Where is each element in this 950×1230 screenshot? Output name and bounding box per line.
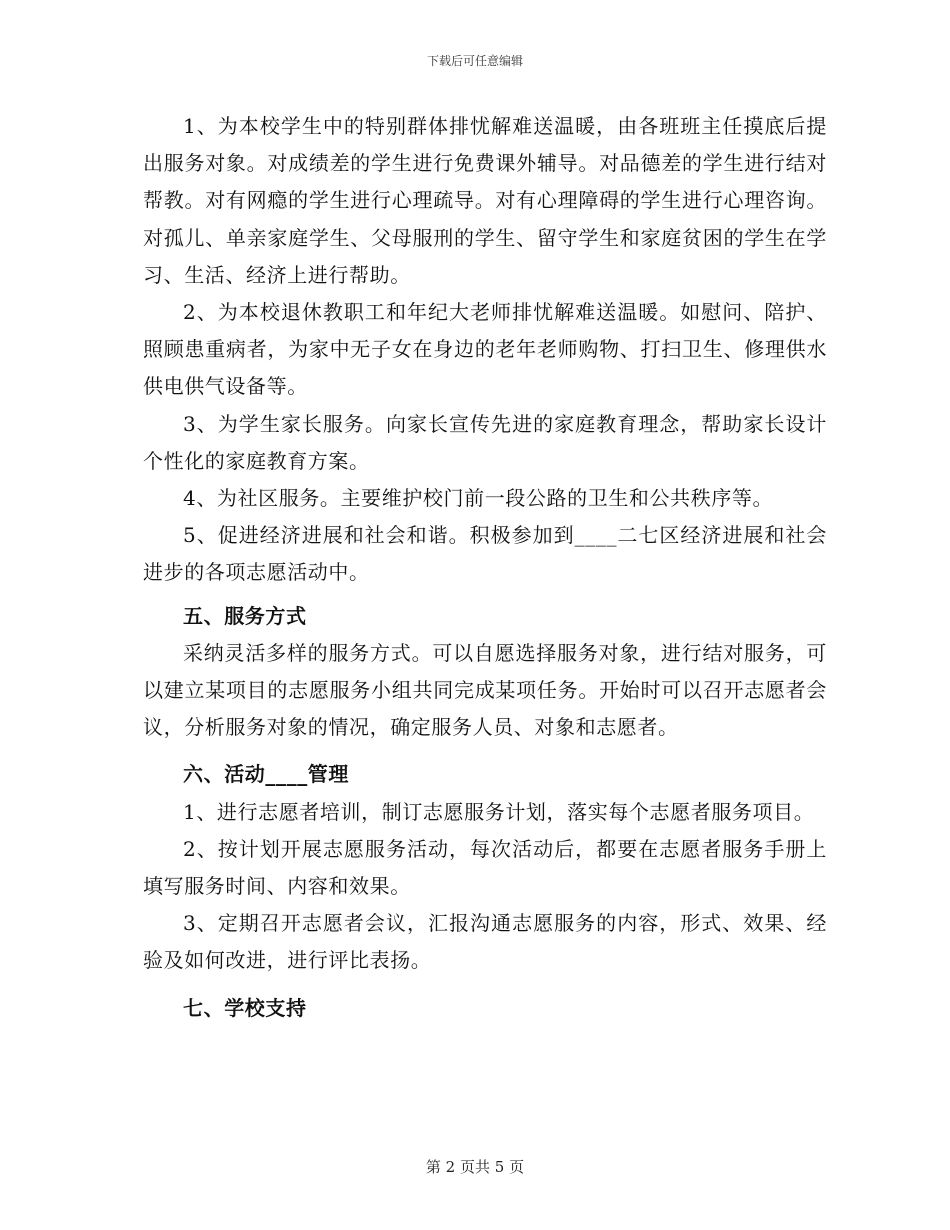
section-6-item-1: 1、进行志愿者培训，制订志愿服务计划，落实每个志愿者服务项目。 xyxy=(183,799,815,824)
paragraph-item-4: 4、为社区服务。主要维护校门前一段公路的卫生和公共秩序等。 xyxy=(183,486,774,511)
page-header: 下载后可任意编辑 xyxy=(426,54,523,68)
paragraph-item-2: 2、为本校退休教职工和年纪大老师排忧解难送温暖。如慰问、陪护、照顾患重病者，为家中无子女在身边的老年老师购物、打扫卫生、修理供水供电供气设备等。 xyxy=(143,300,827,399)
paragraph-item-3: 3、为学生家长服务。向家长宣传先进的家庭教育理念，帮助家长设计个性化的家庭教育方案。 xyxy=(143,411,827,473)
section-heading-6: 六、活动____管理 xyxy=(183,762,349,787)
paragraph-item-1: 1、为本校学生中的特别群体排忧解难送温暖，由各班班主任摸底后提出服务对象。对成绩差的学生进行免费课外辅导。对品德差的学生进行结对帮教。对有网瘾的学生进行心理疏导。对有心理障碍的学生进行心理咨询。对孤儿、单亲家庭学生、父母服刑的学生、留守学生和家庭贫困的学生在学习、生活、经济上进行帮助。 xyxy=(143,114,827,287)
paragraph-item-5: 5、促进经济进展和社会和谐。积极参加到____二七区经济进展和社会进步的各项志愿活动中。 xyxy=(143,523,827,585)
document-body xyxy=(143,108,827,1027)
section-6-item-3: 3、定期召开志愿者会议，汇报沟通志愿服务的内容，形式、效果、经验及如何改进，进行评比表扬。 xyxy=(143,911,827,973)
page-footer: 第 2 页共 5 页 xyxy=(425,1158,525,1176)
section-6-item-2: 2、按计划开展志愿服务活动，每次活动后，都要在志愿者服务手册上填写服务时间、内容和效果。 xyxy=(143,836,827,899)
section-5-paragraph: 采纳灵活多样的服务方式。可以自愿选择服务对象，进行结对服务，可以建立某项目的志愿服务小组共同完成某项任务。开始时可以召开志愿者会议，分析服务对象的情况，确定服务人员、对象和志愿者。 xyxy=(143,640,827,740)
section-heading-7: 七、学校支持 xyxy=(183,995,307,1020)
section-heading-5: 五、服务方式 xyxy=(183,603,307,628)
